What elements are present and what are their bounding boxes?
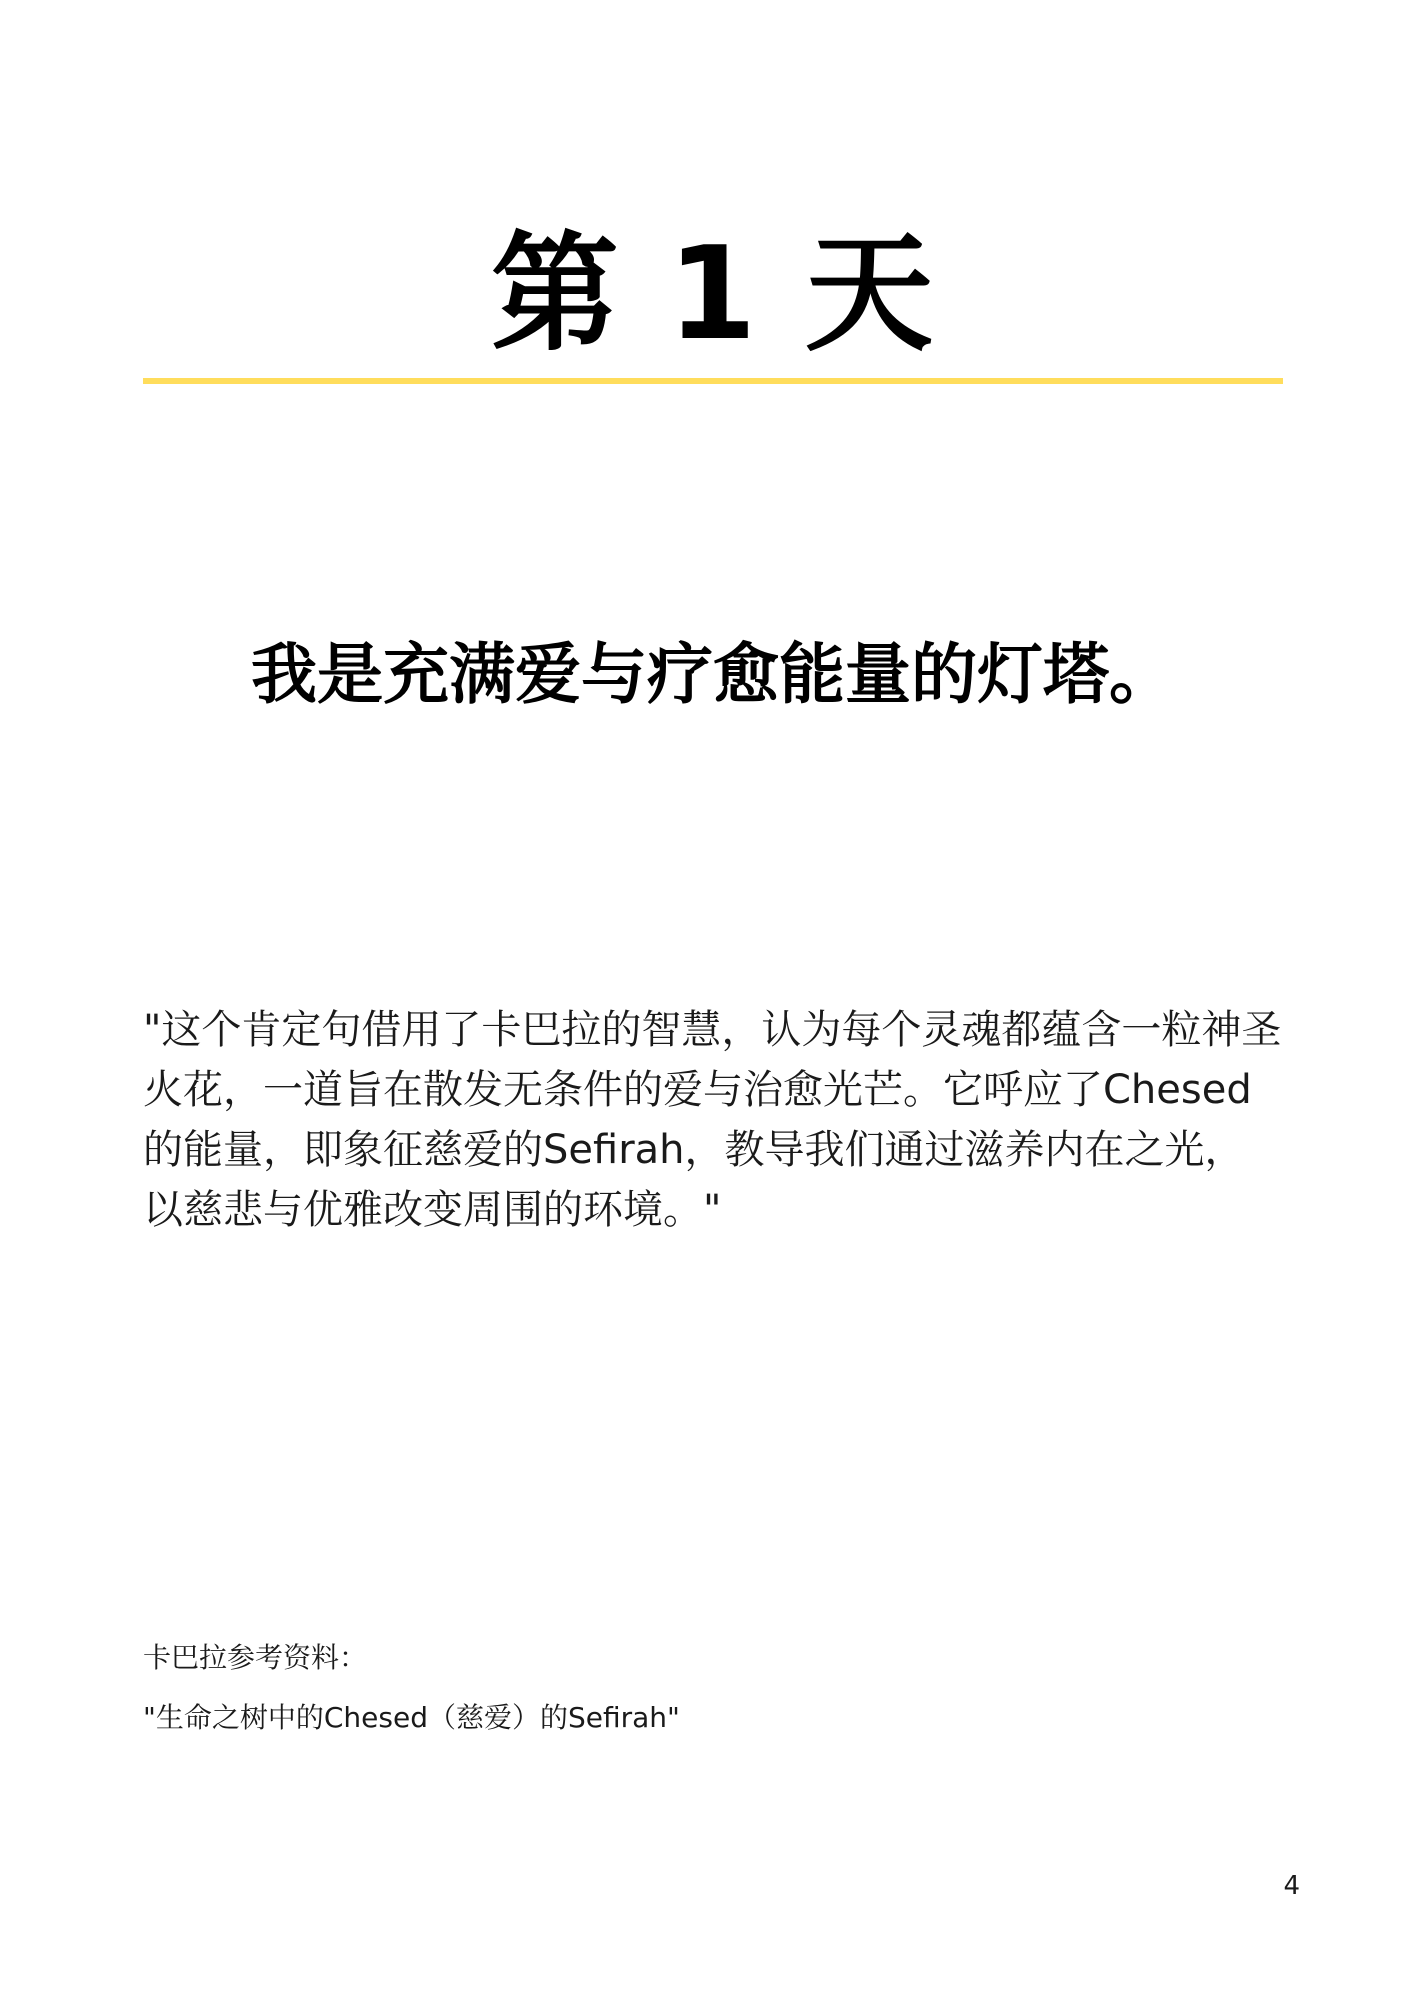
reference-item: "生命之树中的Chesed（慈爱）的Sefirah" (143, 1701, 680, 1734)
affirmation-heading: 我是充满爱与疗愈能量的灯塔。 (251, 636, 1175, 713)
reference-heading: 卡巴拉参考资料： (143, 1641, 368, 1674)
commentary-paragraph: "这个肯定句借用了卡巴拉的智慧，认为每个灵魂都蕴含一粒神圣火花，一道旨在散发无条件的爱与治愈光芒。它呼应了Chesed的能量，即象征慈爱的Sefirah，教导我们通过滋养内在之光，以慈悲与优雅改变周围的环境。" (143, 1007, 1282, 1233)
page-number: 4 (1283, 1871, 1300, 1901)
day-title: 第 1 天 (490, 220, 936, 369)
title-underline-rule (143, 378, 1283, 384)
